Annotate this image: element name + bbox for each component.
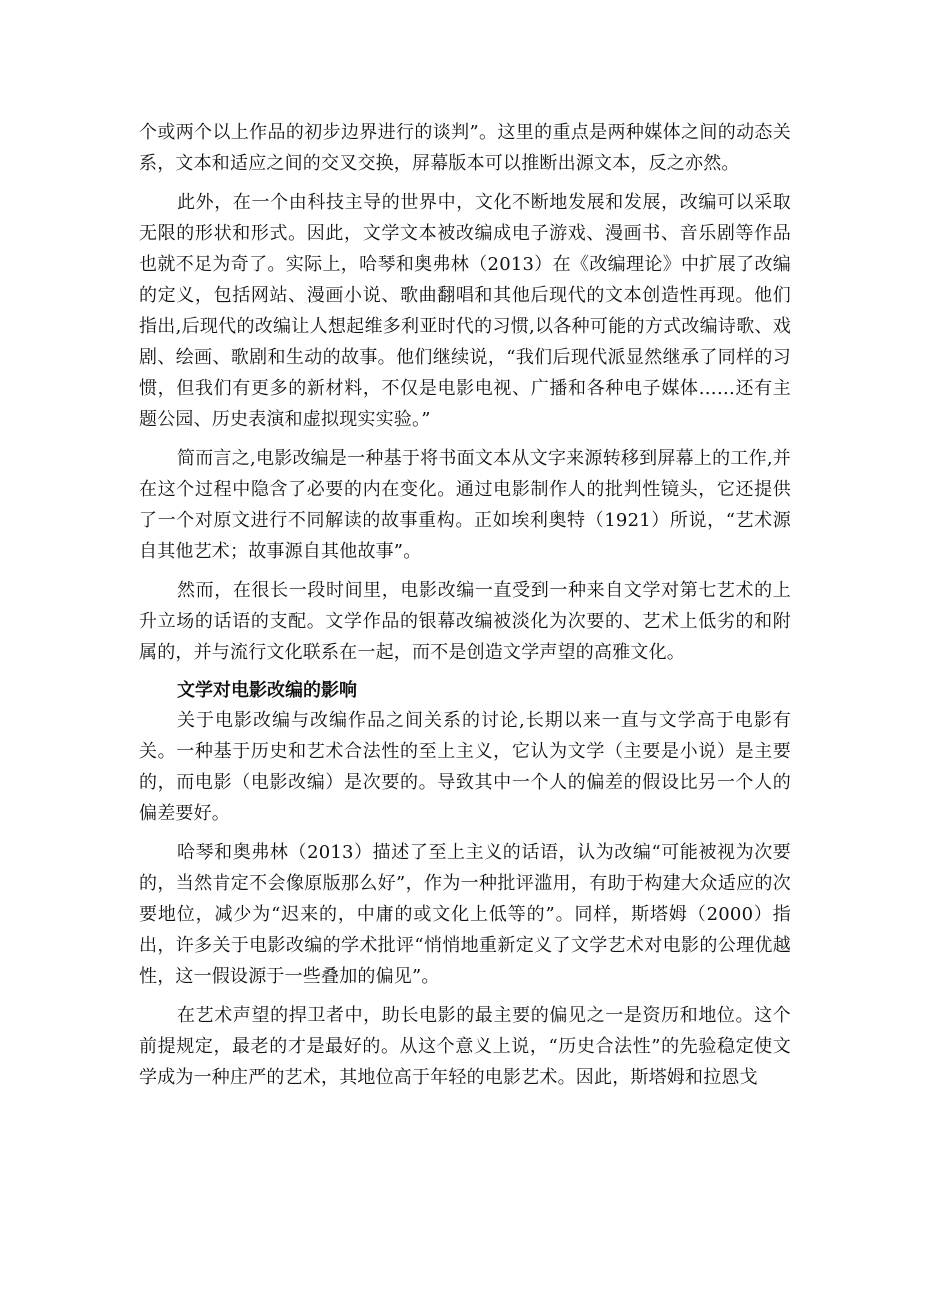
document-body [139,117,791,1101]
paragraph: 此外，在一个由科技主导的世界中，文化不断地发展和发展，改编可以采取无限的形状和形式。因此，文学文本被改编成电子游戏、漫画书、音乐剧等作品也就不足为奇了。实际上，哈琴和奥弗林（2013）在《改编理论》中扩展了改编的定义，包括网站、漫画小说、歌曲翻唱和其他后现代的文本创造性再现。他们指出,后现代的改编让人想起维多利亚时代的习惯,以各种可能的方式改编诗歌、戏剧、绘画、歌剧和生动的故事。他们继续说，“我们后现代派显然继承了同样的习惯，但我们有更多的新材料，不仅是电影电视、广播和各种电子媒体……还有主题公园、历史表演和虚拟现实实验。” [139,192,791,430]
paragraph: 在艺术声望的捍卫者中，助长电影的最主要的偏见之一是资历和地位。这个前提规定，最老的才是最好的。从这个意义上说，“历史合法性”的先验稳定使文学成为一种庄严的艺术，其地位高于年轻的电影艺术。因此，斯塔姆和拉恩戈 [139,1005,791,1088]
paragraph: 简而言之,电影改编是一种基于将书面文本从文字来源转移到屏幕上的工作,并在这个过程中隐含了必要的内在变化。通过电影制作人的批判性镜头，它还提供了一个对原文进行不同解读的故事重构。正如埃利奥特（1921）所说，“艺术源自其他艺术；故事源自其他故事”。 [139,448,791,562]
paragraph: 然而，在很长一段时间里，电影改编一直受到一种来自文学对第七艺术的上升立场的话语的支配。文学作品的银幕改编被淡化为次要的、艺术上低劣的和附属的，并与流行文化联系在一起，而不是创造文学声望的高雅文化。 [139,580,791,663]
paragraph-continuation: 个或两个以上作品的初步边界进行的谈判”。这里的重点是两种媒体之间的动态关系，文本和适应之间的交叉交换，屏幕版本可以推断出源文本，反之亦然。 [139,122,791,174]
paragraph: 哈琴和奥弗林（2013）描述了至上主义的话语，认为改编“可能被视为次要的，当然肯定不会像原版那么好”，作为一种批评滥用，有助于构建大众适应的次要地位，减少为“迟来的，中庸的或文化上低等的”。同样，斯塔姆（2000）指出，许多关于电影改编的学术批评“悄悄地重新定义了文学艺术对电影的公理优越性，这一假设源于一些叠加的偏见”。 [139,842,791,987]
paragraph: 关于电影改编与改编作品之间关系的讨论,长期以来一直与文学高于电影有关。一种基于历史和艺术合法性的至上主义，它认为文学（主要是小说）是主要的，而电影（电影改编）是次要的。导致其中一个人的偏差的假设比另一个人的偏差要好。 [139,710,791,824]
section-heading: 文学对电影改编的影响 [177,680,357,701]
